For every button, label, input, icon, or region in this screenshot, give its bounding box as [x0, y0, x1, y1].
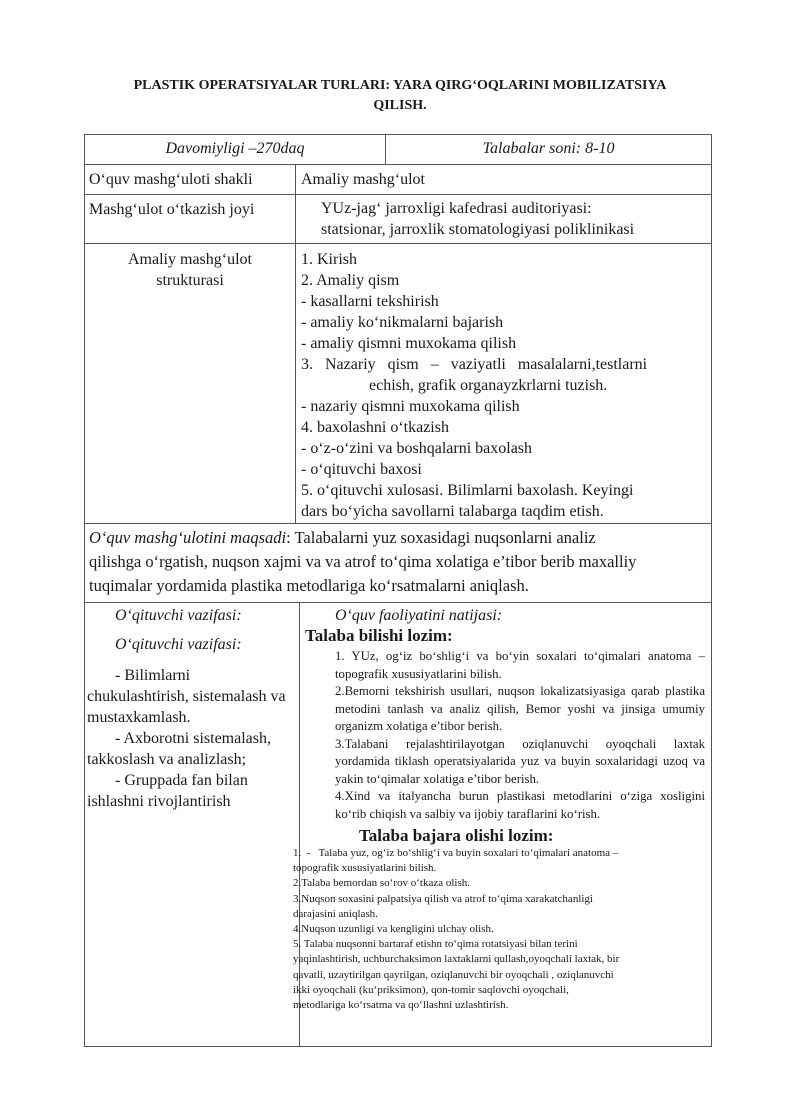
row-goal	[84, 524, 712, 603]
row-place	[84, 195, 712, 244]
do-heading: Talaba bajara olishi lozim:	[359, 826, 554, 845]
know-heading: Talaba bilishi lozim:	[305, 626, 453, 645]
goal-text	[89, 526, 709, 598]
know-item: 2.Bemorni tekshirish usullari, nuqson lokalizatsiyasiga qarab plastika metodini tanlash va analiz qilish, Bemor yoshi va jinsiga umumiy organizm xolatiga e’tibor berish.	[335, 684, 705, 733]
know-item: 1. YUz, og‘iz bo‘shlig‘i va bo‘yin soxalari to‘qimalari anatoma –topografik xususiyatlarini bilish.	[335, 649, 705, 681]
structure-item: 5. o‘qituvchi xulosasi. Bilimlarni baxolash. Keyingi	[301, 482, 634, 499]
do-item: 3.Nuqson soxasini palpatsiya qilish va atrof to‘qima xarakatchanligi	[293, 892, 593, 905]
structure-item: - kasallarni tekshirish	[301, 293, 439, 310]
structure-item: dars bo‘yicha savollarni talabarga taqdim etish.	[301, 503, 604, 520]
structure-label-2: strukturasi	[156, 272, 224, 289]
lesson-table	[84, 134, 712, 1047]
form-label: O‘quv mashg‘uloti shakli	[89, 171, 253, 188]
result-heading: O‘quv faoliyatini natijasi:	[335, 607, 503, 624]
goal-text-2: qilishga o‘rgatish, nuqson xajmi va va atrof to‘qima xolatiga e’tibor berib maxalliy	[89, 552, 637, 571]
row-tasks	[84, 603, 712, 1047]
teacher-task: - Axborotni sistemalash, takkoslash va analizlash;	[87, 730, 271, 768]
teacher-heading-1: O‘qituvchi vazifasi:	[115, 607, 242, 624]
structure-item: - nazariy qismni muxokama qilish	[301, 398, 520, 415]
do-item: 1. - Talaba yuz, og‘iz bo‘shlig‘i va buyin soxalari to‘qimalari anatoma –	[293, 847, 619, 859]
row-structure	[84, 244, 712, 524]
teacher-task: - Gruppada fan bilan ishlashni rivojlantirish	[87, 772, 248, 810]
do-item: 4.Nuqson uzunligi va kengligini ulchay olish.	[293, 923, 494, 936]
teacher-heading-2: O‘qituvchi vazifasi:	[115, 636, 242, 653]
do-item: qavatli, uzaytirilgan qayrilgan, oziqlanuvchi bir oyoqchali , oziqlanuvchi	[293, 968, 614, 981]
do-item: ikki oyoqchali (ku‘priksimon), qon-tomir saqlovchi oyoqchali,	[293, 983, 569, 996]
do-item: yaqinlashtirish, uchburchaksimon laxtaklarni qullash,oyoqchali laxtak, bir	[293, 953, 620, 966]
title-line-1: PLASTIK OPERATSIYALAR TURLARI: YARA QIRG‘OQLARINI MOBILIZATSIYA	[133, 78, 667, 93]
place-value-2: statsionar, jarroxlik stomatologiyasi poliklinikasi	[321, 221, 635, 238]
do-items	[293, 846, 705, 1013]
goal-text-3: tuqimalar yordamida plastika metodlariga ko‘rsatmalarni aniqlash.	[89, 576, 529, 595]
structure-item: - o‘z-o‘zini va boshqalarni baxolash	[301, 440, 533, 457]
place-label: Mashg‘ulot o‘tkazish joyi	[89, 201, 255, 218]
duration-cell: Davomiyligi –270daq	[165, 140, 305, 157]
do-item: topografik xususiyatlarini bilish.	[293, 862, 437, 875]
goal-text-1: : Talabalarni yuz soxasidagi nuqsonlarni analiz	[286, 528, 596, 547]
structure-label	[85, 249, 295, 291]
teacher-column	[85, 605, 298, 812]
do-item: 5. Talaba nuqsonni bartaraf etishn to‘qima rotatsiyasi bilan terini	[293, 938, 578, 951]
know-item: 4.Xind va italyancha burun plastikasi metodlarini o‘ziga xosligini ko‘rib chiqish va salbiy va ijobiy taraflarini ko‘rish.	[335, 789, 705, 821]
know-item: 3.Talabani rejalashtirilayotgan oziqlanuvchi oyoqchali laxtak yordamida tiklash operatsiyalarida yuz va buyin soxalaridagi uzoq va yakin to‘qimalar xolatiga e’tibor berish.	[335, 736, 705, 786]
students-cell: Talabalar soni: 8-10	[482, 140, 615, 157]
goal-label: O‘quv mashg‘ulotini maqsadi	[89, 528, 287, 547]
row-duration	[84, 134, 712, 165]
structure-item: - amaliy ko‘nikmalarni bajarish	[301, 314, 504, 331]
title-line-2: QILISH.	[373, 98, 427, 113]
structure-item: echish, grafik organayzkrlarni tuzish.	[369, 377, 608, 394]
structure-list	[301, 249, 704, 522]
structure-label-1: Amaliy mashg‘ulot	[128, 251, 252, 268]
structure-item: - amaliy qismni muxokama qilish	[301, 335, 517, 352]
teacher-task: - Bilimlarni chukulashtirish, sistemalash va mustaxkamlash.	[87, 667, 286, 726]
structure-item: 4. baxolashni o‘tkazish	[301, 419, 449, 436]
row-form	[84, 165, 712, 195]
place-value-1: YUz-jag‘ jarroxligi kafedrasi auditoriyasi:	[321, 200, 592, 217]
form-value: Amaliy mashg‘ulot	[301, 171, 425, 188]
structure-item: 1. Kirish	[301, 251, 357, 268]
do-item: metodlariga ko‘rsatma va qo‘llashni uzlashtirish.	[293, 999, 509, 1012]
structure-item: - o‘qituvchi baxosi	[301, 461, 422, 478]
do-item: darajasini aniqlash.	[293, 907, 378, 920]
structure-item: 3. Nazariy qism – vaziyatli masalalarni,testlarni	[301, 356, 648, 373]
do-item: 2.Talaba bemordan so‘rov o‘tkaza olish.	[293, 877, 471, 890]
structure-item: 2. Amaliy qism	[301, 272, 400, 289]
page-title	[80, 76, 720, 116]
result-column	[293, 605, 705, 1013]
